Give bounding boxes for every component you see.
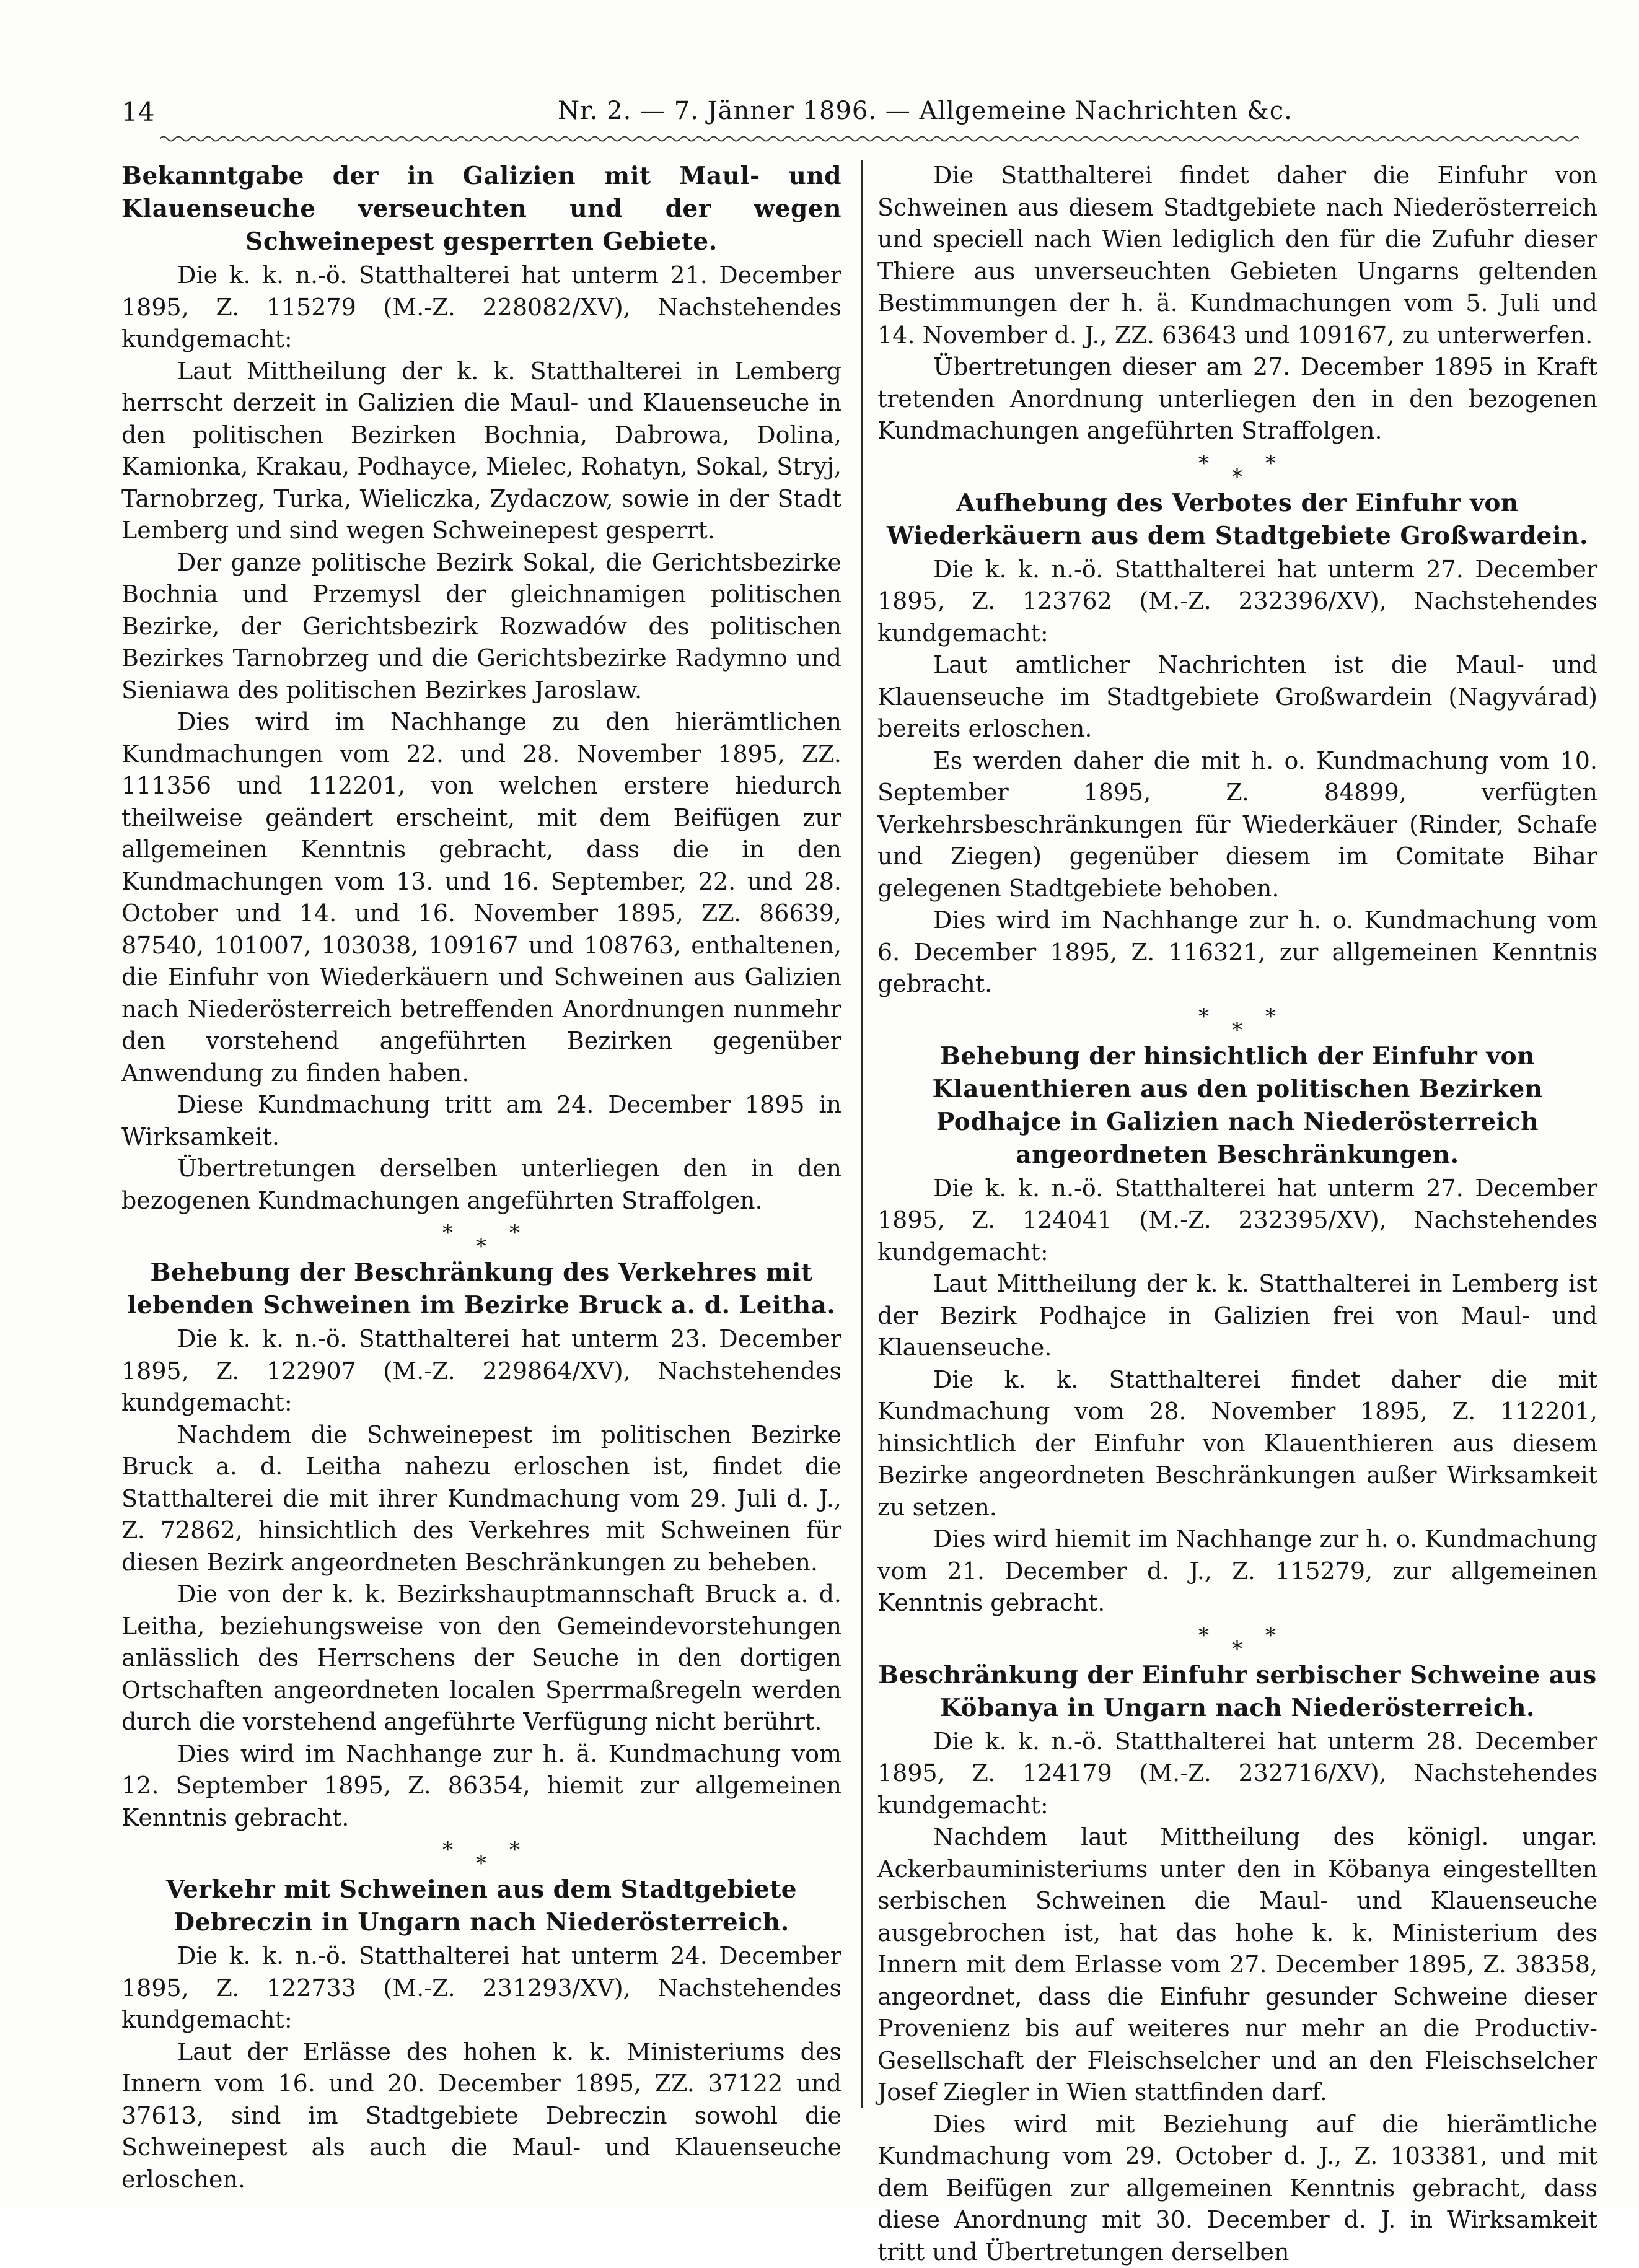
separator-star: * [509,1220,520,1245]
separator-star: * [1265,1004,1276,1029]
running-head: Nr. 2. — 7. Jänner 1896. — Allgemeine Nachrichten &c. [558,97,1293,125]
article-paragraph: Dies wird hiemit im Nachhange zur h. o. Kundmachung vom 21. December d. J., Z. 115279, zur allgemeinen Kenntnis gebracht. [877,1523,1597,1619]
separator-star: * [442,1220,453,1245]
article-paragraph: Dies wird im Nachhange zur h. o. Kundmachung vom 6. December 1895, Z. 116321, zur allgemeinen Kenntnis gebracht. [877,904,1597,1000]
section-separator [877,1000,1597,1040]
article-heading: Bekanntgabe der in Galizien mit Maul- und Klauenseuche verseuchten und der wegen Schweinepest gesperrten Gebiete. [121,160,841,258]
separator-star: * [1198,451,1209,476]
separator-star: * [476,1234,486,1259]
article-paragraph: Die k. k. n.-ö. Statthalterei hat unterm 21. December 1895, Z. 115279 (M.-Z. 228082/XV), Nachstehendes kundgemacht: [121,260,841,356]
article-heading: Aufhebung des Verbotes der Einfuhr von Wiederkäuern aus dem Stadtgebiete Großwardein. [877,487,1597,553]
left-column [121,160,841,2196]
article-paragraph: Laut Mittheilung der k. k. Statthalterei in Lemberg herrscht derzeit in Galizien die Maul- und Klauenseuche in den politischen Bezirken Bochnia, Dabrowa, Dolina, Kamionka, Krakau, Podhayce, Mielec, Rohatyn, Sokal, Stryj, Tarnobrzeg, Turka, Wieliczka, Zydaczow, sowie in der Stadt Lemberg und sind wegen Schweinepest gesperrt. [121,356,841,547]
article-paragraph: Übertretungen dieser am 27. December 1895 in Kraft tretenden Anordnung unterliegen den in den bezogenen Kundmachungen angeführten Straffolgen. [877,351,1597,447]
article-paragraph: Laut der Erlässe des hohen k. k. Ministeriums des Innern vom 16. und 20. December 1895, ZZ. 37122 und 37613, sind im Stadtgebiete Debreczin sowohl die Schweinepest als auch die Maul- und Klauenseuche erloschen. [121,2036,841,2196]
page-number: 14 [121,97,154,127]
separator-star: * [442,1837,453,1862]
right-column [877,160,1597,2268]
article-paragraph: Diese Kundmachung tritt am 24. December 1895 in Wirksamkeit. [121,1089,841,1153]
article-paragraph: Die Statthalterei findet daher die Einfuhr von Schweinen aus diesem Stadtgebiete nach Niederösterreich und speciell nach Wien lediglich den für die Zufuhr dieser Thiere aus unverseuchten Gebieten Ungarns geltenden Bestimmungen der h. ä. Kundmachungen vom 5. Juli und 14. November d. J., ZZ. 63643 und 109167, zu unterwerfen. [877,160,1597,351]
article-paragraph: Nachdem laut Mittheilung des königl. ungar. Ackerbauministeriums unter den in Köbanya eingestellten serbischen Schweinen die Maul- und Klauenseuche ausgebrochen ist, hat das hohe k. k. Ministerium des Innern mit dem Erlasse vom 27. December 1895, Z. 38358, angeordnet, dass die Einfuhr gesunder Schweine dieser Provenienz bis auf weiteres nur mehr an die Productiv-Gesellschaft der Fleischselcher und an den Fleischselcher Josef Ziegler in Wien stattfinden darf. [877,1821,1597,2109]
separator-star: * [1232,465,1242,489]
article-paragraph: Dies wird mit Beziehung auf die hierämtliche Kundmachung vom 29. October d. J., Z. 103381, und mit dem Beifügen zur allgemeinen Kenntnis gebracht, dass diese Anordnung mit 30. December d. J. in Wirksamkeit tritt und Übertretungen derselben [877,2109,1597,2268]
article-paragraph: Die k. k. Statthalterei findet daher die mit Kundmachung vom 28. November 1895, Z. 112201, hinsichtlich der Einfuhr von Klauenthieren aus diesem Bezirke angeordneten Beschränkungen außer Wirksamkeit zu setzen. [877,1364,1597,1524]
article-paragraph: Laut Mittheilung der k. k. Statthalterei in Lemberg ist der Bezirk Podhajce in Galizien frei von Maul- und Klauenseuche. [877,1268,1597,1364]
article-paragraph: Dies wird im Nachhange zur h. ä. Kundmachung vom 12. September 1895, Z. 86354, hiemit zur allgemeinen Kenntnis gebracht. [121,1738,841,1834]
article-paragraph: Nachdem die Schweinepest im politischen Bezirke Bruck a. d. Leitha nahezu erloschen ist, findet die Statthalterei die mit ihrer Kundmachung vom 29. Juli d. J., Z. 72862, hinsichtlich des Verkehres mit Schweinen für diesen Bezirk angeordneten Beschränkungen zu beheben. [121,1419,841,1579]
separator-star: * [509,1837,520,1862]
separator-star: * [1232,1018,1242,1043]
section-separator [877,1619,1597,1659]
article-heading: Behebung der hinsichtlich der Einfuhr von Klauenthieren aus den politischen Bezirken Podhajce in Galizien nach Niederösterreich angeordneten Beschränkungen. [877,1040,1597,1171]
article-heading: Verkehr mit Schweinen aus dem Stadtgebiete Debreczin in Ungarn nach Niederösterreich. [121,1873,841,1939]
separator-star: * [1265,1623,1276,1648]
article-paragraph: Die k. k. n.-ö. Statthalterei hat unterm 28. December 1895, Z. 124179 (M.-Z. 232716/XV), Nachstehendes kundgemacht: [877,1726,1597,1822]
column-rule [861,160,863,2108]
separator-star: * [1232,1637,1242,1662]
article-heading: Beschränkung der Einfuhr serbischer Schweine aus Köbanya in Ungarn nach Niederösterreich. [877,1659,1597,1725]
separator-star: * [476,1851,486,1876]
section-separator [121,1834,841,1873]
separator-star: * [1265,451,1276,476]
article-paragraph: Die k. k. n.-ö. Statthalterei hat unterm 27. December 1895, Z. 124041 (M.-Z. 232395/XV), Nachstehendes kundgemacht: [877,1173,1597,1269]
article-paragraph: Dies wird im Nachhange zu den hierämtlichen Kundmachungen vom 22. und 28. November 1895, ZZ. 111356 und 112201, von welchen erstere hiedurch theilweise geändert erscheint, mit dem Beifügen zur allgemeinen Kenntnis gebracht, dass die in den Kundmachungen vom 13. und 16. September, 22. und 28. October und 14. und 16. November 1895, ZZ. 86639, 87540, 101007, 103038, 109167 und 108763, enthaltenen, die Einfuhr von Wiederkäuern und Schweinen aus Galizien nach Niederösterreich betreffenden Anordnungen nunmehr den vorstehend angeführten Bezirken gegenüber Anwendung zu finden haben. [121,706,841,1089]
article-paragraph: Übertretungen derselben unterliegen den in den bezogenen Kundmachungen angeführten Straffolgen. [121,1153,841,1217]
separator-star: * [1198,1004,1209,1029]
article-paragraph: Die k. k. n.-ö. Statthalterei hat unterm 27. December 1895, Z. 123762 (M.-Z. 232396/XV), Nachstehendes kundgemacht: [877,554,1597,650]
article-paragraph: Laut amtlicher Nachrichten ist die Maul- und Klauenseuche im Stadtgebiete Großwardein (Nagyvárad) bereits erloschen. [877,649,1597,745]
section-separator [121,1217,841,1256]
section-separator [877,447,1597,487]
article-paragraph: Die von der k. k. Bezirkshauptmannschaft Bruck a. d. Leitha, beziehungsweise von den Gemeindevorstehungen anlässlich des Herrschens der Seuche in den dortigen Ortschaften angeordneten localen Sperrmaßregeln werden durch die vorstehend angeführte Verfügung nicht berührt. [121,1578,841,1738]
article-paragraph: Die k. k. n.-ö. Statthalterei hat unterm 23. December 1895, Z. 122907 (M.-Z. 229864/XV), Nachstehendes kundgemacht: [121,1323,841,1419]
wavy-header-rule [160,133,1579,145]
separator-star: * [1198,1623,1209,1648]
article-heading: Behebung der Beschränkung des Verkehres mit lebenden Schweinen im Bezirke Bruck a. d. Leitha. [121,1256,841,1322]
article-paragraph: Der ganze politische Bezirk Sokal, die Gerichtsbezirke Bochnia und Przemysl der gleichnamigen politischen Bezirke, der Gerichtsbezirk Rozwadów des politischen Bezirkes Tarnobrzeg und die Gerichtsbezirke Radymno und Sieniawa des politischen Bezirkes Jaroslaw. [121,547,841,707]
article-paragraph: Die k. k. n.-ö. Statthalterei hat unterm 24. December 1895, Z. 122733 (M.-Z. 231293/XV), Nachstehendes kundgemacht: [121,1940,841,2036]
page-header [121,93,1573,136]
article-paragraph: Es werden daher die mit h. o. Kundmachung vom 10. September 1895, Z. 84899, verfügten Verkehrsbeschränkungen für Wiederkäuer (Rinder, Schafe und Ziegen) gegenüber diesem im Comitate Bihar gelegenen Stadtgebiete behoben. [877,745,1597,905]
